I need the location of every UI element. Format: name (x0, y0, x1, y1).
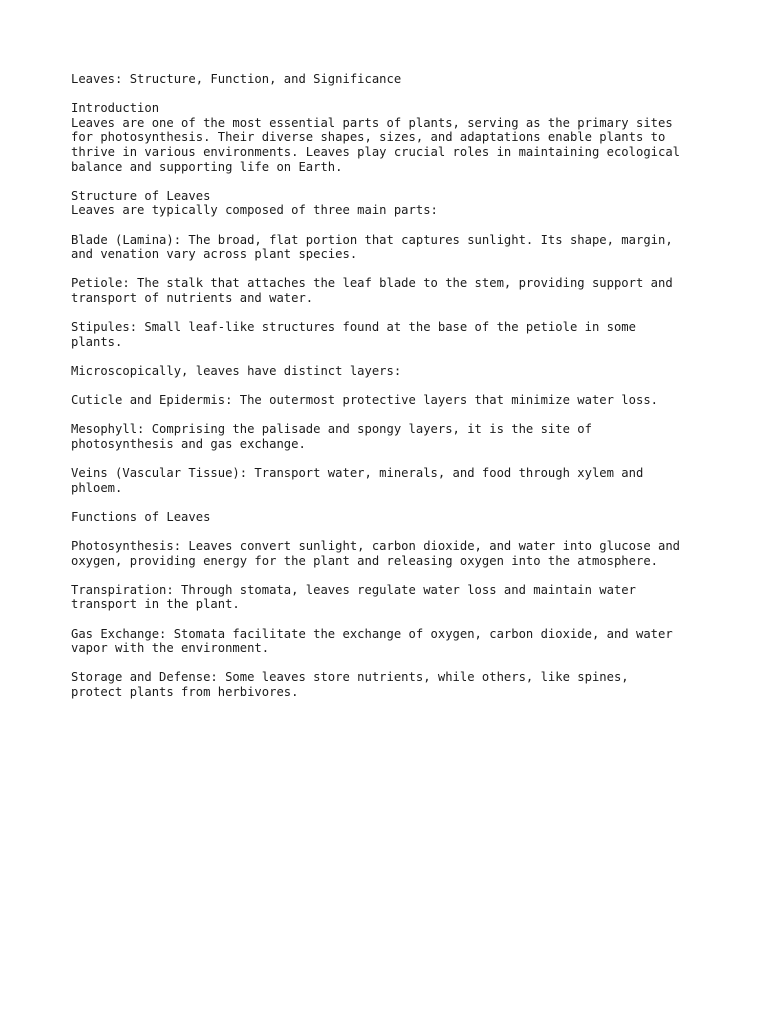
photosynthesis-paragraph (71, 539, 711, 568)
microscopic-intro: Microscopically, leaves have distinct layers: (71, 363, 402, 378)
paragraph-line: phloem. (71, 480, 123, 495)
paragraph-line: for photosynthesis. Their diverse shapes, sizes, and adaptations enable plants to (71, 130, 666, 145)
stipules-paragraph (71, 320, 711, 349)
microscopic-intro-paragraph (71, 364, 711, 379)
paragraph-line: Cuticle and Epidermis: The outermost protective layers that minimize water loss. (71, 393, 658, 408)
paragraph-line: Gas Exchange: Stomata facilitate the exchange of oxygen, carbon dioxide, and water (71, 626, 673, 641)
gas-exchange-paragraph (71, 627, 711, 656)
document-page (71, 72, 711, 714)
structure-heading: Structure of Leaves (71, 188, 211, 203)
paragraph-line: balance and supporting life on Earth. (71, 159, 343, 174)
paragraph-line: thrive in various environments. Leaves play crucial roles in maintaining ecological (71, 144, 681, 159)
paragraph-line: Mesophyll: Comprising the palisade and spongy layers, it is the site of (71, 422, 592, 437)
veins-paragraph (71, 466, 711, 495)
functions-heading: Functions of Leaves (71, 509, 211, 524)
storage-paragraph (71, 670, 711, 699)
blade-paragraph (71, 233, 711, 262)
transpiration-paragraph (71, 583, 711, 612)
document-title: Leaves: Structure, Function, and Significance (71, 72, 402, 86)
paragraph-line: vapor with the environment. (71, 641, 270, 656)
paragraph-line: transport in the plant. (71, 597, 240, 612)
mesophyll-paragraph (71, 422, 711, 451)
functions-heading-block (71, 510, 711, 525)
introduction-heading: Introduction (71, 101, 160, 116)
paragraph-line: transport of nutrients and water. (71, 290, 314, 305)
paragraph-line: oxygen, providing energy for the plant and releasing oxygen into the atmosphere. (71, 553, 658, 568)
paragraph-line: protect plants from herbivores. (71, 684, 299, 699)
paragraph-line: Petiole: The stalk that attaches the leaf blade to the stem, providing support and (71, 276, 673, 291)
paragraph-line: plants. (71, 334, 123, 349)
paragraph-line: and venation vary across plant species. (71, 247, 358, 262)
paragraph-line: Blade (Lamina): The broad, flat portion that captures sunlight. Its shape, margin, (71, 232, 673, 247)
petiole-paragraph (71, 276, 711, 305)
paragraph-line: Stipules: Small leaf-like structures found at the base of the petiole in some (71, 320, 636, 335)
document-title-block (71, 72, 711, 87)
paragraph-line: Veins (Vascular Tissue): Transport water, minerals, and food through xylem and (71, 466, 644, 481)
structure-intro: Leaves are typically composed of three main parts: (71, 203, 438, 218)
paragraph-line: Transpiration: Through stomata, leaves regulate water loss and maintain water (71, 582, 636, 597)
paragraph-line: Storage and Defense: Some leaves store nutrients, while others, like spines, (71, 670, 629, 685)
paragraph-line: Leaves are one of the most essential parts of plants, serving as the primary sites (71, 115, 673, 130)
paragraph-line: photosynthesis and gas exchange. (71, 436, 306, 451)
structure-section (71, 189, 711, 218)
paragraph-line: Photosynthesis: Leaves convert sunlight, carbon dioxide, and water into glucose and (71, 539, 681, 553)
cuticle-paragraph (71, 393, 711, 408)
introduction-section (71, 101, 711, 174)
